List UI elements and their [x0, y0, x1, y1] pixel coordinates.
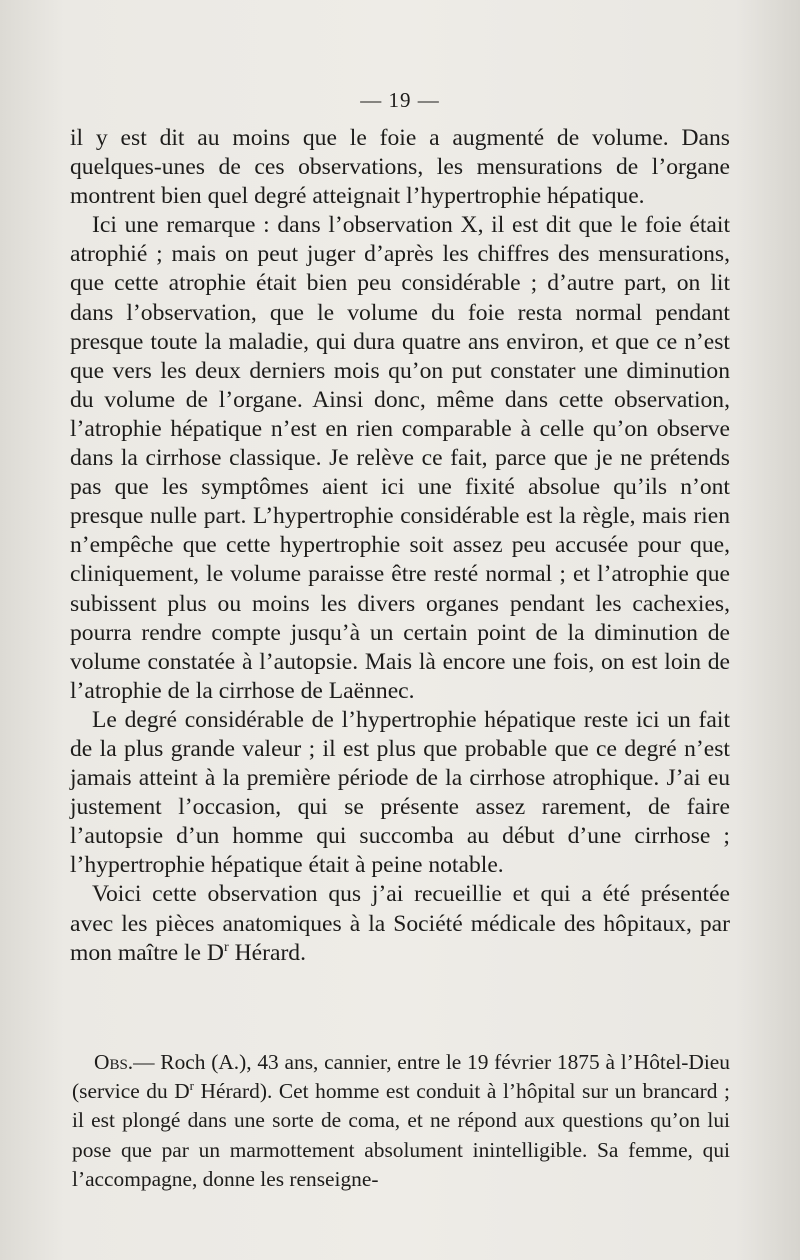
- paragraph-3: Le degré considérable de l’hypertrophie hépatique reste ici un fait de la plus grande valeur ; il est plus que probable que ce degré n’est jamais atteint à la première période de la cirrhose atrophique. J’ai eu justement l’occasion, qui se présente assez rarement, de faire l’autopsie d’un homme qui succomba au début d’une cirrhose ; l’hypertrophie hépatique était à peine notable.: [70, 706, 730, 879]
- paragraph-4: [70, 880, 730, 967]
- paragraph-2: Ici une remarque : dans l’observation X, il est dit que le foie était atrophié ; mais on peut juger d’après les chiffres des mensurations, que cette atrophie était bien peu considérable ; d’autre part, on lit dans l’observation, que le volume du foie resta normal pendant presque toute la maladie, qui dura quatre ans environ, et que ce n’est que vers les deux derniers mois qu’on put constater une diminution du volume de l’organe. Ainsi donc, même dans cette observation, l’atrophie hépatique n’est en rien comparable à celle qu’on observe dans la cirrhose classique. Je relève ce fait, parce que je ne prétends pas que les symptômes aient ici une fixité absolue qu’ils n’ont presque nulle part. L’hypertrophie considérable est la règle, mais rien n’empêche que cette hypertrophie soit assez peu accusée pour que, cliniquement, le volume paraisse être resté normal ; et l’atrophie que subissent plus ou moins les divers organes pendant les cachexies, pourra rendre compte jusqu’à un certain point de la diminution de volume constatée à l’autopsie. Mais là encore une fois, on est loin de l’atrophie de la cirrhose de Laënnec.: [70, 212, 730, 704]
- observation-text-end: Hérard). Cet homme est conduit à l’hôpital sur un brancard ; il est plongé dans une sorte de coma, et ne répond aux questions qu’on lui pose que par un marmottement absolument inintelligible. Sa femme, qui l’accompagne, donne les renseigne-: [72, 1079, 730, 1191]
- observation-paragraph: [72, 1048, 730, 1194]
- paragraph-4-end: Hérard.: [228, 939, 306, 966]
- paragraph-1: il y est dit au moins que le foie a augmenté de volume. Dans quelques-unes de ces observations, les mensurations de l’organe montrent bien quel degré atteignait l’hypertrophie hépatique.: [70, 125, 730, 210]
- doctor-abbrev-sup: r: [223, 938, 229, 955]
- body-text: [70, 124, 730, 968]
- observation-label: Obs.: [94, 1050, 134, 1074]
- observation-doctor-sup: r: [189, 1079, 194, 1094]
- observation-text: — Roch (A.), 43 ans, cannier, entre le 19 février 1875 à l’Hôtel-Dieu (service du D: [72, 1050, 730, 1104]
- page-number: — 19 —: [360, 88, 440, 112]
- paragraph-4-text: Voici cette observation qus j’ai recueillie et qui a été présentée avec les pièces anatomiques à la Société médicale des hôpitaux, par mon maître le D: [70, 881, 730, 966]
